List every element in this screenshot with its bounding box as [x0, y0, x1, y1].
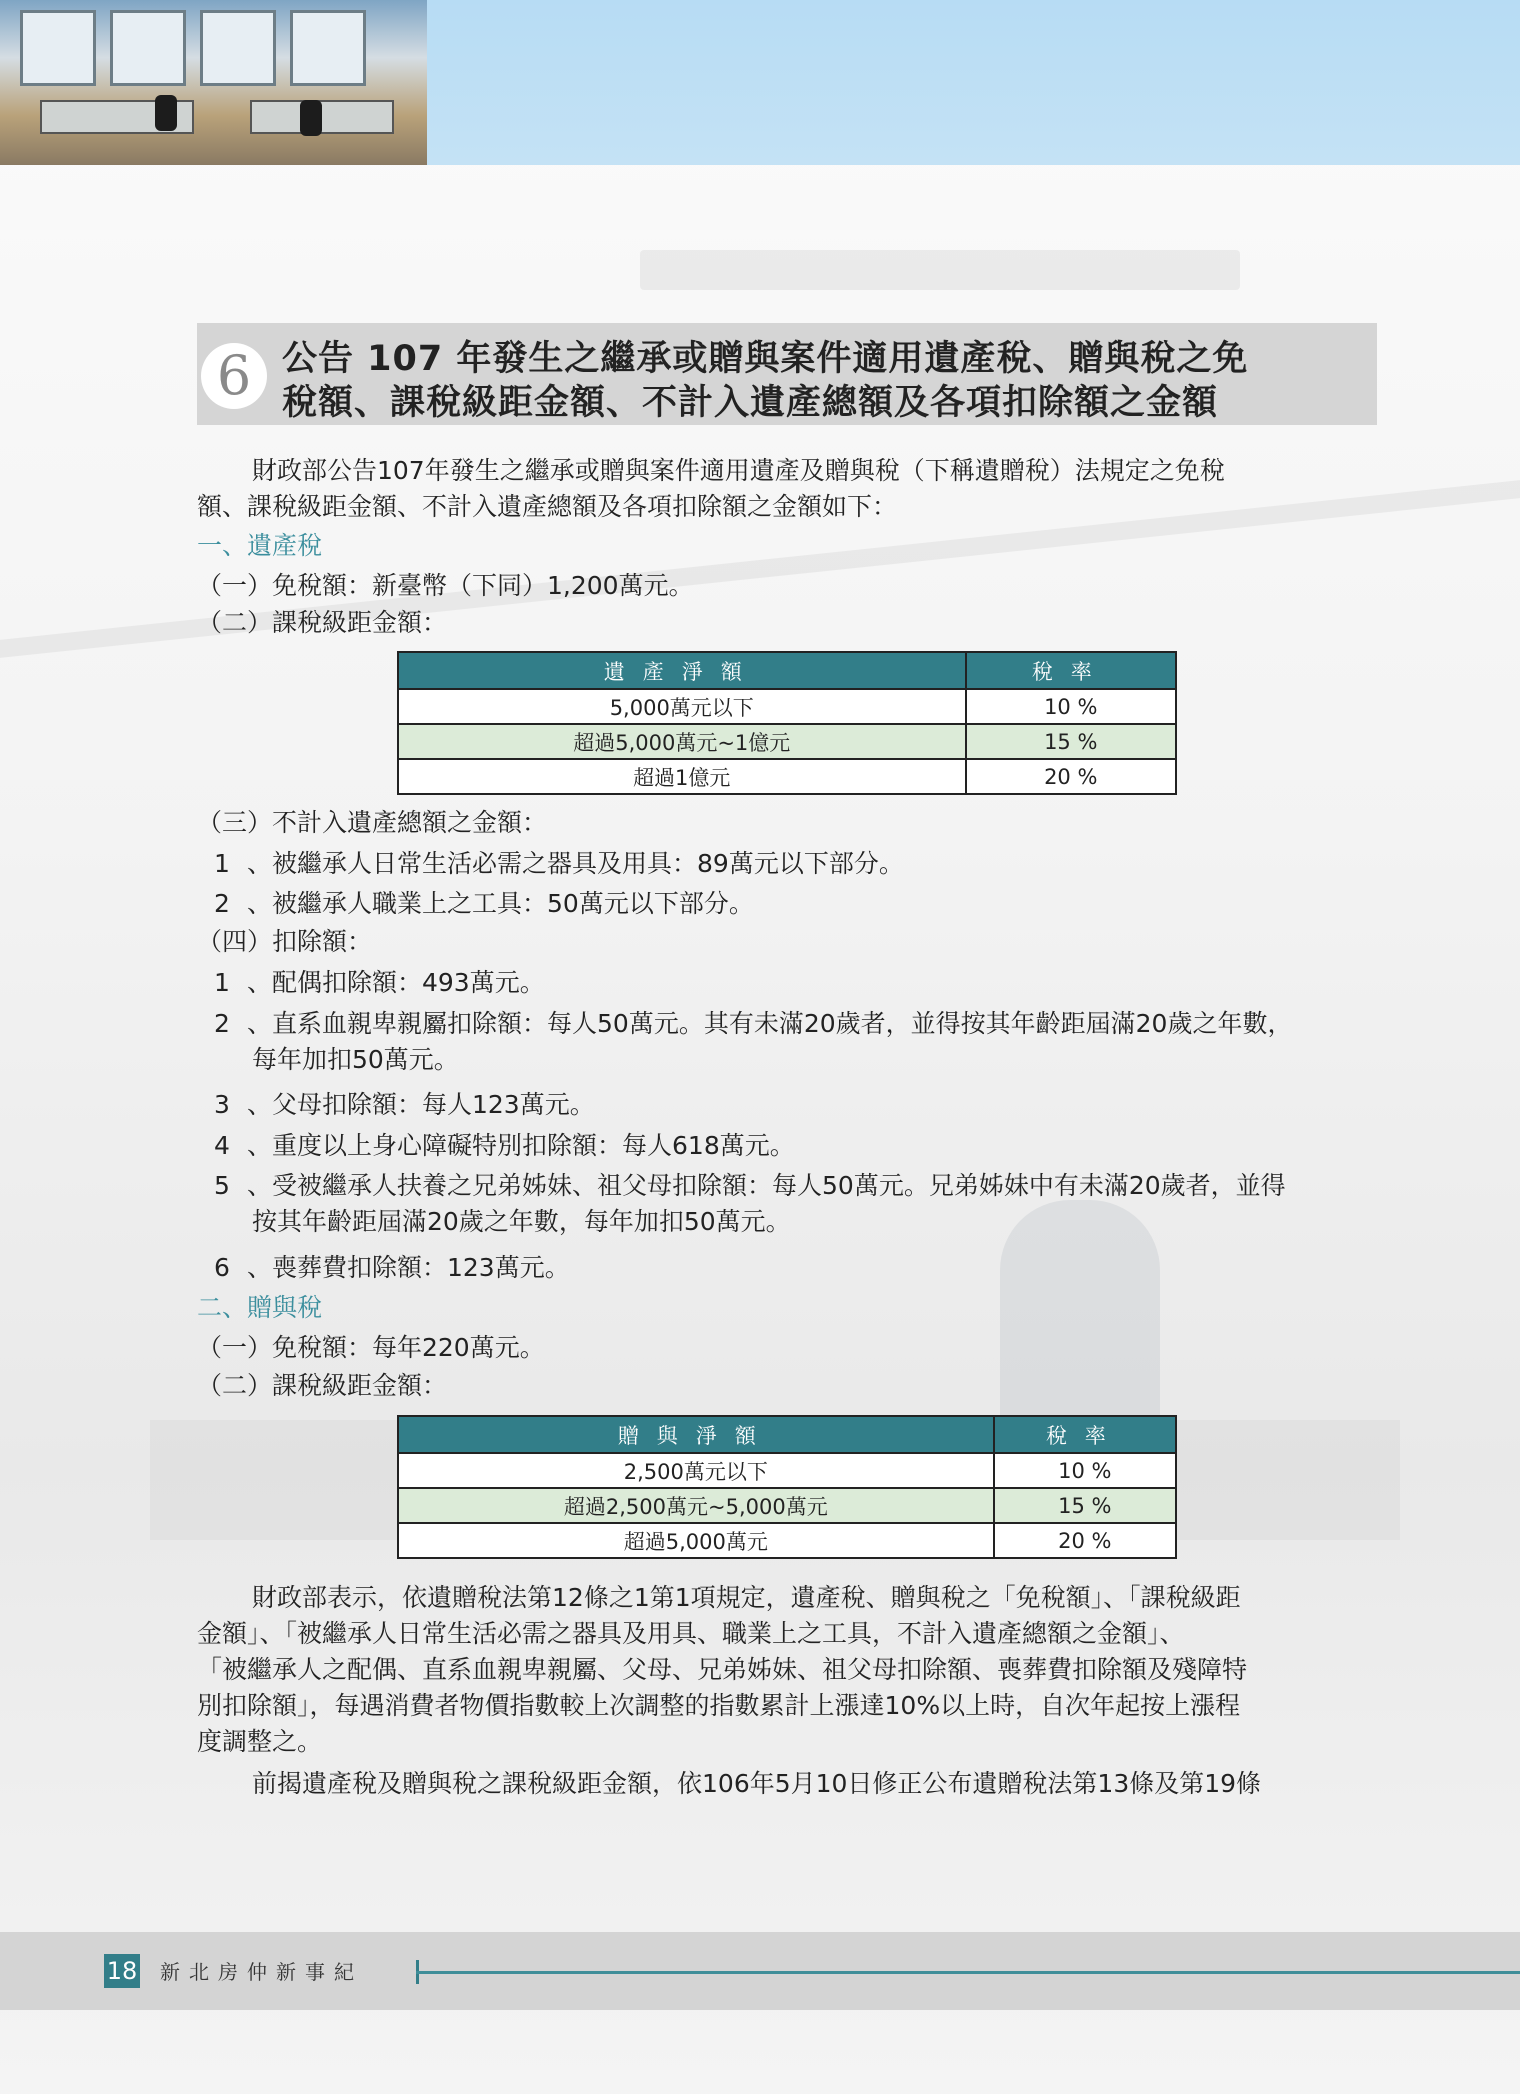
table-header-row	[398, 652, 1176, 689]
photo-chair	[155, 95, 177, 131]
table-row	[398, 724, 1176, 759]
article-number-badge: 6	[201, 343, 267, 409]
photo-window	[290, 10, 366, 86]
table-row	[398, 1523, 1176, 1558]
page-number: 18	[104, 1954, 140, 1988]
photo-window	[110, 10, 186, 86]
table-cell-rate: 20 %	[994, 1523, 1176, 1558]
photo-chair	[300, 100, 322, 136]
magazine-name: 新北房仲新事紀	[160, 1960, 363, 1984]
list-text: 、直系血親卑親屬扣除額：每人50萬元。其有未滿20歲者，並得按其年齡距屆滿20歲之年數，	[247, 1009, 1293, 1038]
table-cell-amount: 超過5,000萬元	[398, 1523, 994, 1558]
table-cell-rate: 20 %	[966, 759, 1177, 794]
estate-tax-table	[397, 651, 1177, 795]
photo-window	[20, 10, 96, 86]
background-ceiling-light	[640, 250, 1240, 290]
list-text: 、重度以上身心障礙特別扣除額：每人618萬元。	[247, 1131, 795, 1160]
article-title-box	[197, 323, 1377, 425]
table-cell-amount: 超過1億元	[398, 759, 966, 794]
list-text: 、喪葬費扣除額：123萬元。	[247, 1253, 570, 1282]
table-cell-rate: 10 %	[966, 689, 1177, 724]
list-item	[197, 886, 1377, 922]
table-row	[398, 689, 1176, 724]
table-header-row	[398, 1416, 1176, 1453]
list-text: 、被繼承人日常生活必需之器具及用具：89萬元以下部分。	[247, 849, 904, 878]
closing-line: 金額」、「被繼承人日常生活必需之器具及用具、職業上之工具，不計入遺產總額之金額」、	[197, 1619, 1185, 1648]
table-header-rate: 稅率	[966, 652, 1177, 689]
list-number: 5	[214, 1171, 230, 1200]
table-cell-amount: 2,500萬元以下	[398, 1453, 994, 1488]
closing-line: 別扣除額」，每遇消費者物價指數較上次調整的指數累計上漲達10%以上時，自次年起按上漲程	[197, 1691, 1241, 1720]
list-item	[197, 846, 1377, 882]
footer-divider-line	[416, 1971, 1520, 1974]
gift-tax-table	[397, 1415, 1177, 1559]
table-cell-rate: 10 %	[994, 1453, 1176, 1488]
closing-line: 「被繼承人之配偶、直系血親卑親屬、父母、兄弟姊妹、祖父母扣除額、喪葬費扣除額及殘障特	[197, 1655, 1248, 1684]
list-text: 、受被繼承人扶養之兄弟姊妹、祖父母扣除額：每人50萬元。兄弟姊妹中有未滿20歲者，並得	[247, 1171, 1286, 1200]
photo-window	[200, 10, 276, 86]
list-number: 4	[214, 1131, 230, 1160]
table-cell-amount: 超過2,500萬元~5,000萬元	[398, 1488, 994, 1523]
list-number: 1	[214, 968, 230, 997]
article-title-line-2: 稅額、課稅級距金額、不計入遺產總額及各項扣除額之金額	[282, 383, 1219, 423]
list-text-continued: 每年加扣50萬元。	[252, 1045, 459, 1074]
table-header-rate: 稅率	[994, 1416, 1176, 1453]
table-header-amount: 贈與淨額	[398, 1416, 994, 1453]
gift-exemption: （一）免稅額：每年220萬元。	[197, 1333, 545, 1362]
estate-bracket-heading: （二）課稅級距金額：	[197, 608, 448, 637]
closing-paragraph	[197, 1580, 1377, 1802]
list-number: 1	[214, 849, 230, 878]
header-color-band	[427, 0, 1520, 165]
list-text: 、被繼承人職業上之工具：50萬元以下部分。	[247, 889, 754, 918]
table-cell-amount: 5,000萬元以下	[398, 689, 966, 724]
list-text-continued: 按其年齡距屆滿20歲之年數，每年加扣50萬元。	[252, 1207, 791, 1236]
estate-deduction-heading: （四）扣除額：	[197, 927, 373, 956]
closing-line: 度調整之。	[197, 1727, 323, 1756]
list-item	[197, 1087, 1377, 1123]
table-row	[398, 1453, 1176, 1488]
estate-excluded-heading: （三）不計入遺產總額之金額：	[197, 808, 548, 837]
table-cell-rate: 15 %	[966, 724, 1177, 759]
list-number: 2	[214, 889, 230, 918]
table-cell-rate: 15 %	[994, 1488, 1176, 1523]
table-header-amount: 遺產淨額	[398, 652, 966, 689]
intro-paragraph	[197, 453, 1377, 525]
list-text: 、配偶扣除額：493萬元。	[247, 968, 545, 997]
gift-bracket-heading: （二）課稅級距金額：	[197, 1371, 448, 1400]
estate-exemption: （一）免稅額：新臺幣（下同）1,200萬元。	[197, 571, 694, 600]
intro-line: 財政部公告107年發生之繼承或贈與案件適用遺產及贈與稅（下稱遺贈稅）法規定之免稅	[252, 456, 1225, 485]
list-number: 6	[214, 1253, 230, 1282]
table-cell-amount: 超過5,000萬元~1億元	[398, 724, 966, 759]
list-item	[197, 1006, 1377, 1078]
list-item	[197, 1168, 1377, 1240]
list-number: 2	[214, 1009, 230, 1038]
section-heading-estate: 一、遺產稅	[197, 531, 323, 560]
list-item	[197, 1128, 1377, 1164]
closing-line: 財政部表示，依遺贈稅法第12條之1第1項規定，遺產稅、贈與稅之「免稅額」、「課稅級距	[252, 1583, 1241, 1612]
list-text: 、父母扣除額：每人123萬元。	[247, 1090, 595, 1119]
intro-line: 額、課稅級距金額、不計入遺產總額及各項扣除額之金額如下：	[197, 492, 898, 521]
section-heading-gift: 二、贈與稅	[197, 1293, 323, 1322]
header-office-photo	[0, 0, 427, 165]
list-item	[197, 965, 1377, 1001]
closing-line: 前揭遺產稅及贈與稅之課稅級距金額，依106年5月10日修正公布遺贈稅法第13條及第19條	[252, 1769, 1262, 1798]
table-row	[398, 1488, 1176, 1523]
list-number: 3	[214, 1090, 230, 1119]
table-row	[398, 759, 1176, 794]
article-title-line-1: 公告 107 年發生之繼承或贈與案件適用遺產稅、贈與稅之免	[282, 339, 1249, 379]
photo-desk	[250, 100, 394, 134]
list-item	[197, 1250, 1377, 1286]
